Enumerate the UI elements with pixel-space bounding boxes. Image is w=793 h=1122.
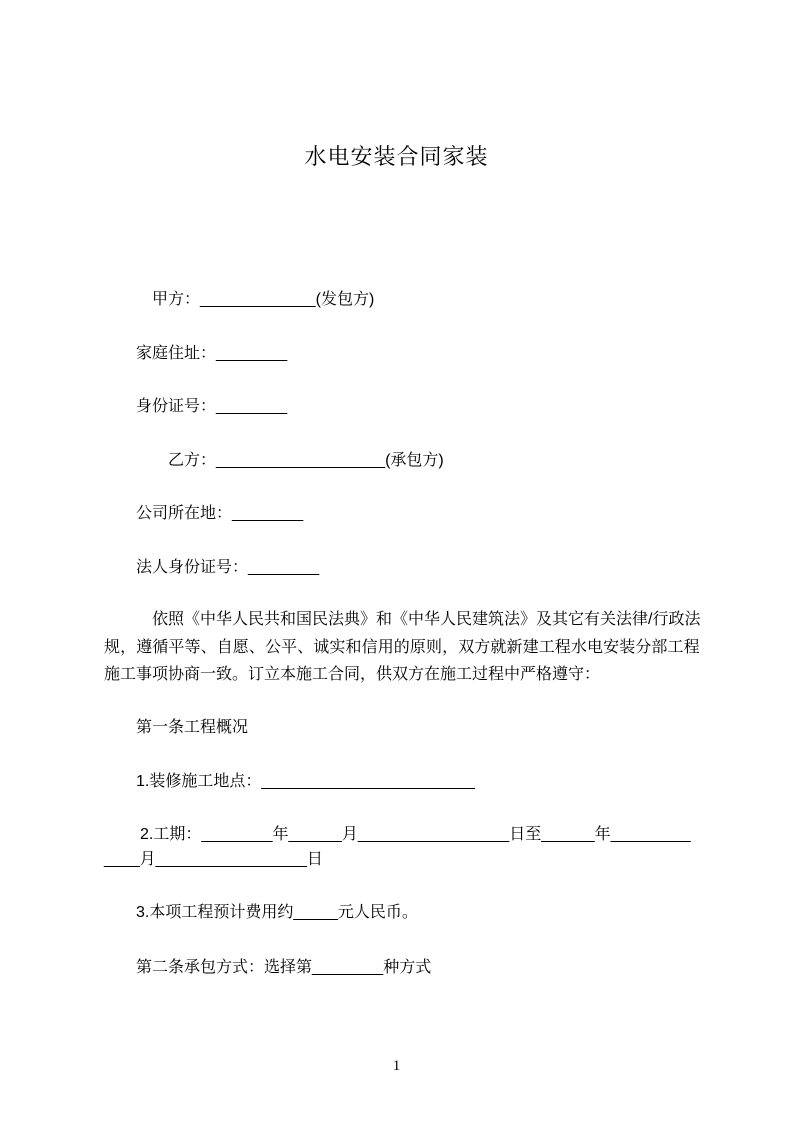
item-2-schedule-line-1: 2.工期：________年______月_________________日至______年_________ xyxy=(140,826,691,843)
party-b-line: 乙方：___________________(承包方) xyxy=(168,452,444,469)
preamble-line-3: 施工事项协商一致。订立本施工合同，供双方在施工过程中严格遵守： xyxy=(104,666,601,683)
home-address-line: 家庭住址：________ xyxy=(136,345,288,362)
article-1-heading: 第一条工程概况 xyxy=(136,719,249,736)
item-3-estimated-cost: 3.本项工程预计费用约_____元人民币。 xyxy=(136,904,418,921)
preamble-line-2: 规，遵循平等、自愿、公平、诚实和信用的原则，双方就新建工程水电安装分部工程 xyxy=(104,639,700,656)
party-a-line: 甲方：_____________(发包方) xyxy=(152,291,375,308)
article-2-heading: 第二条承包方式：选择第________种方式 xyxy=(136,959,432,976)
page-number: 1 xyxy=(392,1058,401,1074)
item-1-construction-site: 1.装修施工地点：________________________ xyxy=(136,773,475,790)
company-location-line: 公司所在地：________ xyxy=(136,505,304,522)
legal-rep-id-line: 法人身份证号：________ xyxy=(136,559,320,576)
document-title: 水电安装合同家装 xyxy=(304,144,489,169)
preamble-line-1: 依照《中华人民共和国民法典》和《中华人民建筑法》及其它有关法律/行政法 xyxy=(152,611,701,628)
item-2-schedule-line-2: ____月_________________日 xyxy=(104,851,323,868)
id-number-line: 身份证号：________ xyxy=(136,398,288,415)
